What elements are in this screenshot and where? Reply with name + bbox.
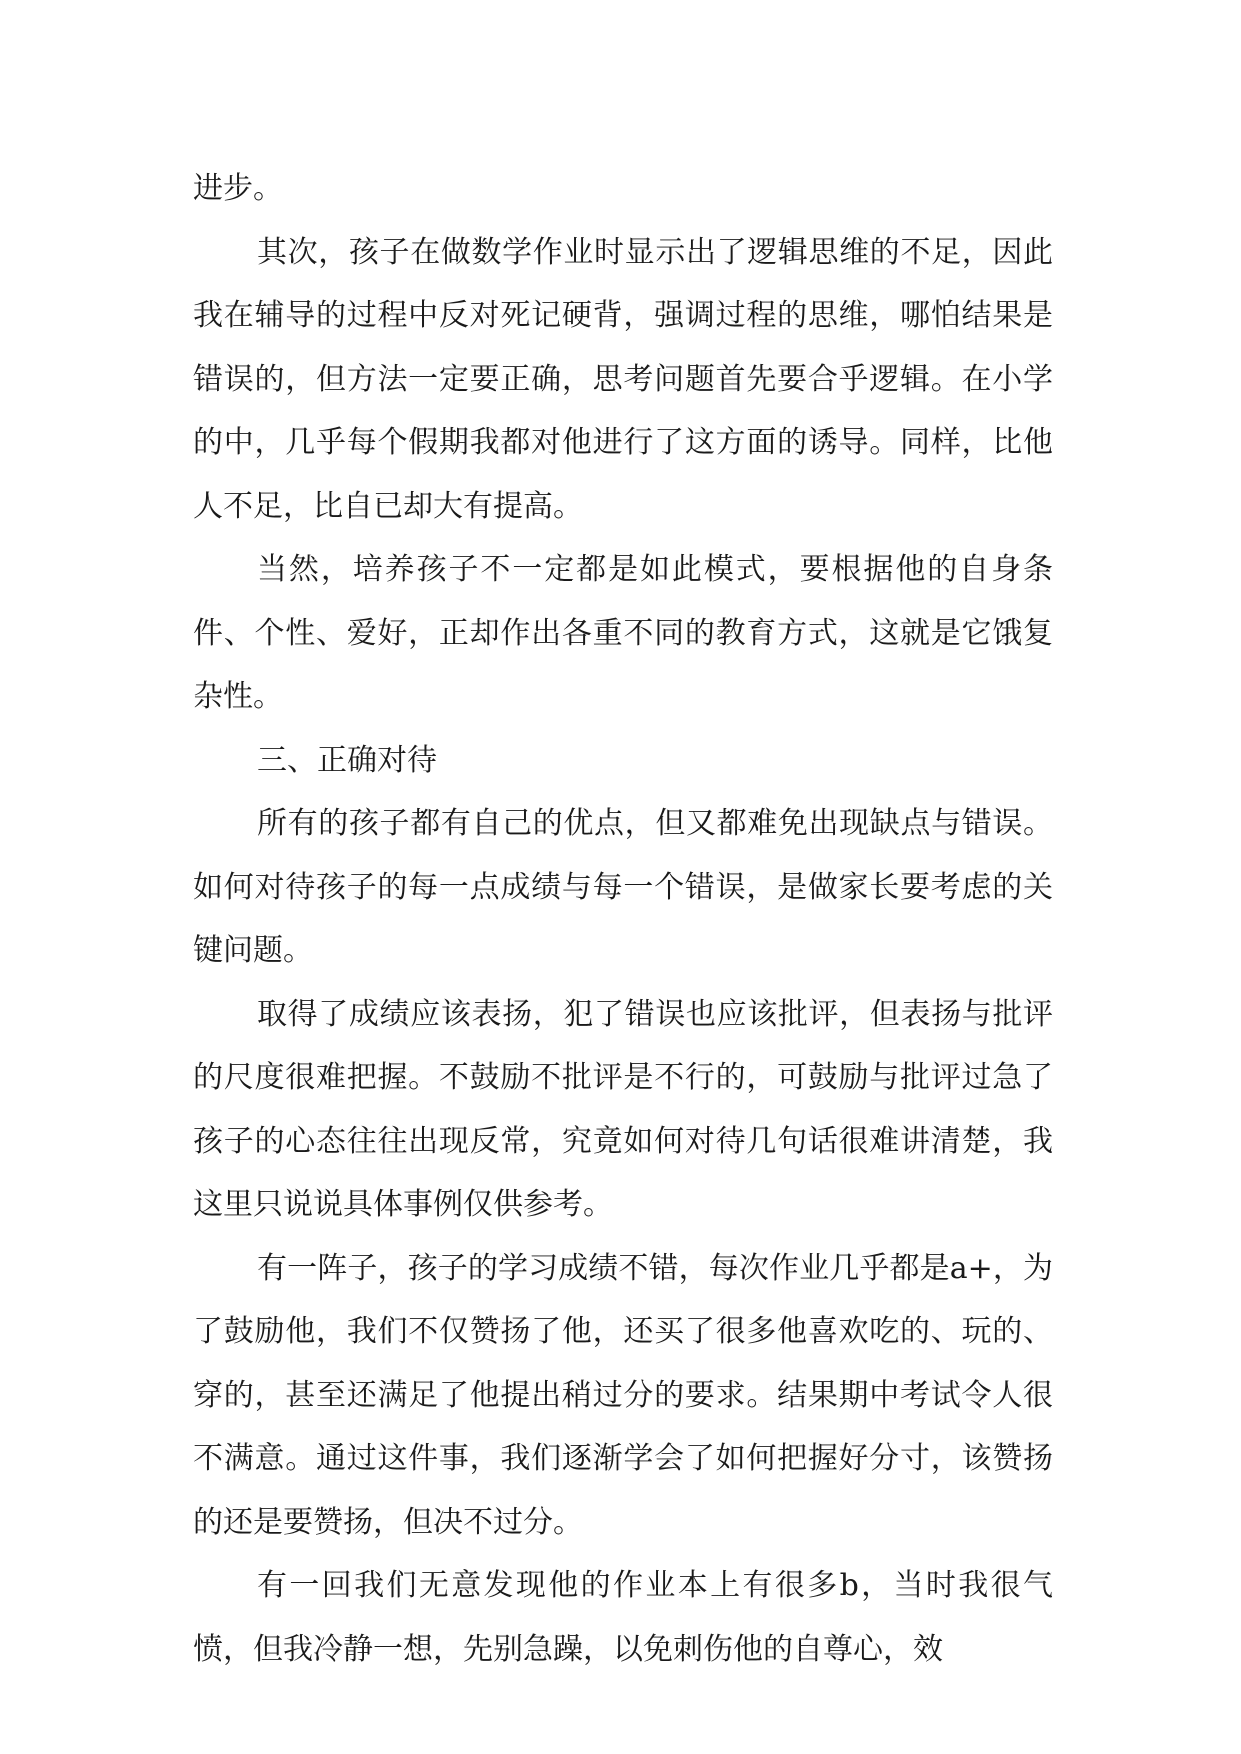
paragraph-strengths-weaknesses: 所有的孩子都有自己的优点，但又都难免出现缺点与错误。如何对待孩子的每一点成绩与每一个错误，是做家长要考虑的关键问题。	[193, 806, 1053, 968]
section-heading: 三、正确对待	[257, 742, 437, 778]
paragraph-logic-thinking: 其次，孩子在做数学作业时显示出了逻辑思维的不足，因此我在辅导的过程中反对死记硬背，强调过程的思维，哪怕结果是错误的，但方法一定要正确，思考问题首先要合乎逻辑。在小学的中，几乎每个假期我都对他进行了这方面的诱导。同样，比他人不足，比自已却大有提高。	[193, 234, 1053, 524]
paragraph-praise-criticism: 取得了成绩应该表扬，犯了错误也应该批评，但表扬与批评的尺度很难把握。不鼓励不批评是不行的，可鼓励与批评过急了孩子的心态往往出现反常，究竟如何对待几句话很难讲清楚，我这里只说说具体事例仅供参考。	[193, 996, 1053, 1222]
paragraph-example-praise: 有一阵子，孩子的学习成绩不错，每次作业几乎都是a+，为了鼓励他，我们不仅赞扬了他，还买了很多他喜欢吃的、玩的、穿的，甚至还满足了他提出稍过分的要求。结果期中考试令人很不满意。通过这件事，我们逐渐学会了如何把握好分寸，该赞扬的还是要赞扬，但决不过分。	[193, 1250, 1053, 1540]
paragraph-training-mode: 当然，培养孩子不一定都是如此模式，要根据他的自身条件、个性、爱好，正却作出各重不同的教育方式，这就是它饿复杂性。	[193, 552, 1053, 714]
paragraph-continuation: 进步。	[193, 171, 283, 206]
paragraph-example-grades: 有一回我们无意发现他的作业本上有很多b，当时我很气愤，但我冷静一想，先别急躁，以免刺伤他的自尊心，效	[193, 1568, 1053, 1667]
body-text	[193, 157, 1053, 1681]
